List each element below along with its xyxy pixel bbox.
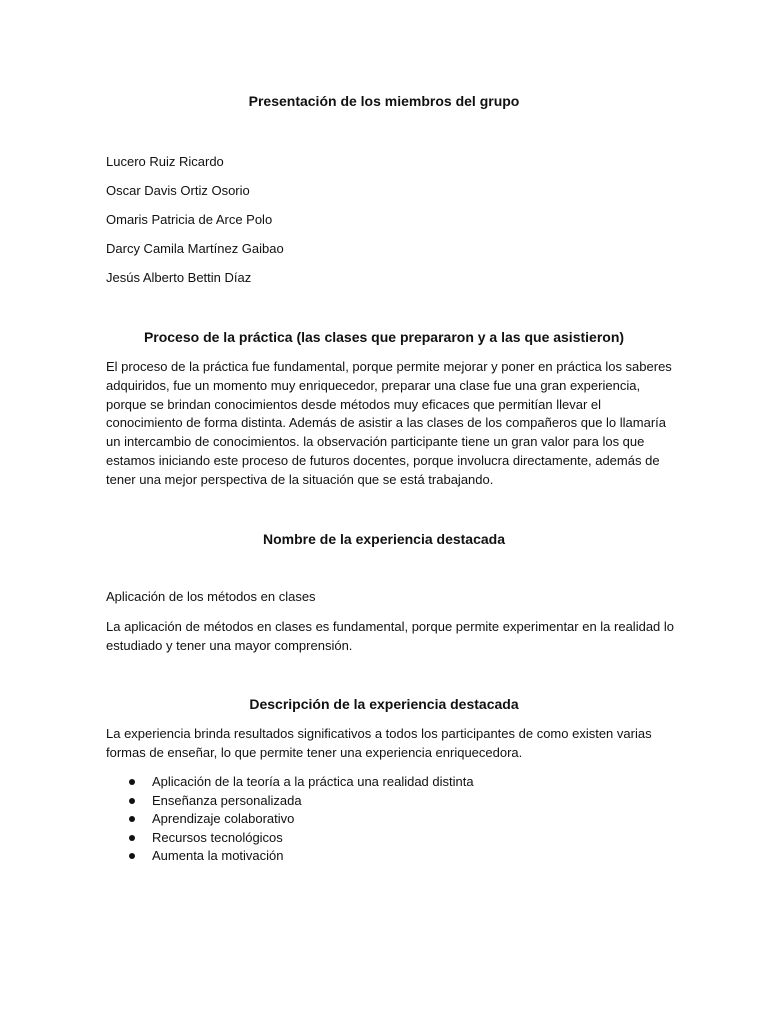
member-name: Lucero Ruiz Ricardo (106, 154, 224, 169)
bullet-icon (129, 853, 135, 859)
member-name: Darcy Camila Martínez Gaibao (106, 241, 284, 256)
members-heading: Presentación de los miembros del grupo (248, 93, 520, 109)
paragraph-line: La aplicación de métodos en clases es fundamental, porque permite experimentar en la realidad lo (106, 619, 675, 634)
experience-name-paragraph (106, 618, 675, 656)
bullet-icon (129, 835, 135, 841)
member-name: Jesús Alberto Bettin Díaz (106, 270, 252, 285)
bullet-text: Aumenta la motivación (152, 848, 284, 863)
member-name: Omaris Patricia de Arce Polo (106, 212, 273, 227)
description-heading: Descripción de la experiencia destacada (249, 696, 519, 712)
paragraph-line: estudiado y tener una mayor comprensión. (106, 637, 353, 653)
bullet-item (106, 773, 474, 792)
paragraph-line: un intercambio de conocimientos. la observación participante tiene un gran valor para los que (106, 434, 645, 450)
bullet-item (106, 810, 474, 829)
bullet-icon (129, 798, 135, 804)
bullet-text: Recursos tecnológicos (152, 829, 283, 845)
bullet-text: Aplicación de la teoría a la práctica una realidad distinta (152, 774, 474, 789)
paragraph-line: porque se brindan conocimientos desde métodos muy eficaces que permitían llevar el (106, 396, 601, 412)
paragraph-line: formas de enseñar, lo que permite tener una experiencia enriquecedora. (106, 744, 523, 760)
paragraph-line: adquiridos, fue un momento muy enriquecedor, preparar una clase fue una gran experiencia, (106, 377, 641, 393)
bullet-text: Enseñanza personalizada (152, 792, 302, 808)
paragraph-line: La experiencia brinda resultados significativos a todos los participantes de como existen varias (106, 726, 652, 741)
description-paragraph (106, 725, 666, 763)
bullet-icon (129, 816, 135, 822)
experience-name-heading: Nombre de la experiencia destacada (263, 531, 505, 547)
experience-bullet-list (106, 773, 474, 866)
bullet-item (106, 847, 474, 866)
bullet-item (106, 829, 474, 848)
process-heading: Proceso de la práctica (las clases que prepararon y a las que asistieron) (143, 329, 625, 345)
paragraph-line: conocimiento de forma distinta. Además de asistir a las clases de los compañeros que lo llamaría (106, 415, 667, 431)
member-name: Oscar Davis Ortiz Osorio (106, 183, 250, 198)
bullet-text: Aprendizaje colaborativo (152, 811, 295, 826)
bullet-icon (129, 779, 135, 785)
paragraph-line: tener una mejor perspectiva de la situación que se está trabajando. (106, 471, 494, 487)
process-paragraph (106, 358, 672, 490)
experience-title: Aplicación de los métodos en clases (106, 589, 316, 604)
bullet-item (106, 792, 474, 811)
paragraph-line: El proceso de la práctica fue fundamental, porque permite mejorar y poner en práctica los saberes (106, 359, 672, 374)
paragraph-line: estamos iniciando este proceso de futuros docentes, porque involucra directamente, además de (106, 452, 660, 468)
